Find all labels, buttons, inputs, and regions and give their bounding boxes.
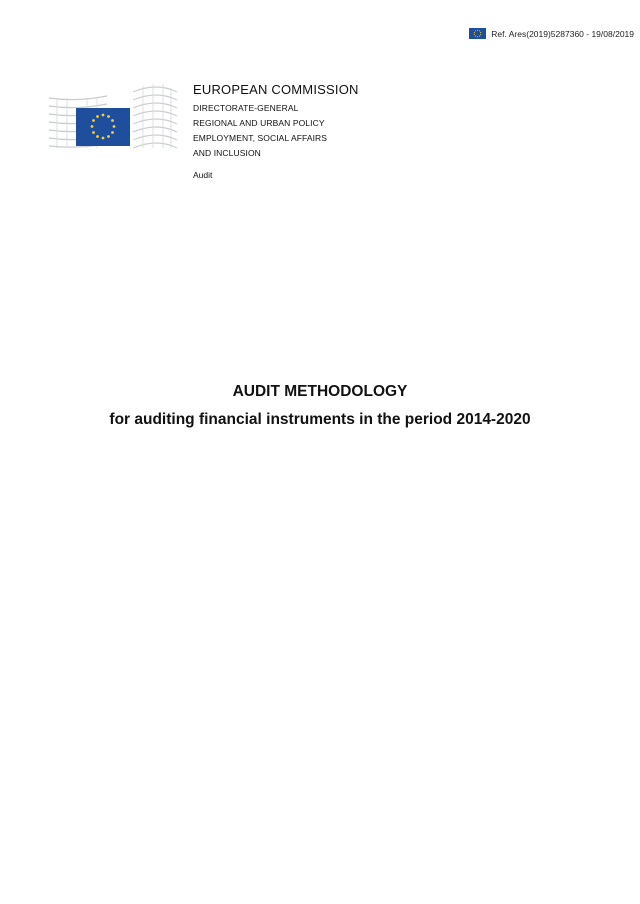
organisation-name: EUROPEAN COMMISSION — [193, 82, 359, 97]
document-title: AUDIT METHODOLOGY — [232, 383, 408, 400]
unit-name: Audit — [193, 169, 213, 180]
eu-flag-icon — [469, 28, 486, 39]
reference-text: Ref. Ares(2019)5287360 - 19/08/2019 — [491, 28, 634, 39]
document-subtitle: for auditing financial instruments in the period 2014-2020 — [109, 411, 531, 428]
directorate-line: AND INCLUSION — [193, 148, 261, 159]
reference-stamp — [469, 28, 634, 39]
directorate-line: DIRECTORATE-GENERAL — [193, 103, 299, 113]
directorate-line: REGIONAL AND URBAN POLICY — [193, 118, 325, 129]
european-commission-logo-icon — [47, 78, 179, 150]
directorate-line: EMPLOYMENT, SOCIAL AFFAIRS — [193, 133, 328, 144]
organisation-header — [193, 82, 359, 180]
